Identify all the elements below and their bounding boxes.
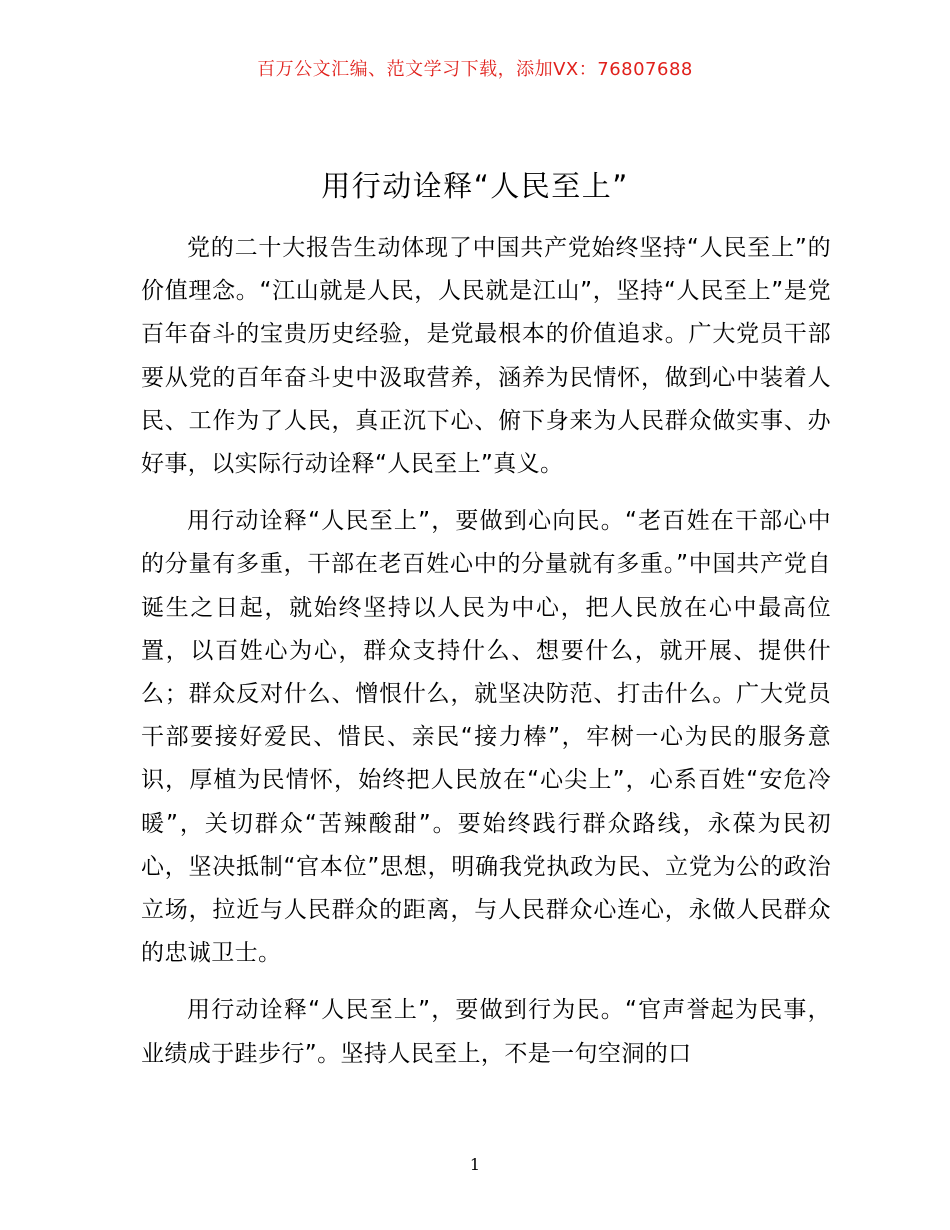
document-body xyxy=(141,227,831,1090)
paragraph-3: 用行动诠释“人民至上”，要做到行为民。“官声誉起为民事，业绩成于跬步行”。坚持人民至上，不是一句空洞的口 xyxy=(141,997,831,1067)
page-number: 1 xyxy=(469,1155,481,1174)
paragraph-2: 用行动诠释“人民至上”，要做到心向民。“老百姓在干部心中的分量有多重，干部在老百姓心中的分量就有多重。”中国共产党自诞生之日起，就始终坚持以人民为中心，把人民放在心中最高位置，以百姓心为心，群众支持什么、想要什么，就开展、提供什么；群众反对什么、憎恨什么，就坚决防范、打击什么。广大党员干部要接好爱民、惜民、亲民“接力棒”，牢树一心为民的服务意识，厚植为民情怀，始终把人民放在“心尖上”，心系百姓“安危冷暖”，关切群众“苦辣酸甜”。要始终践行群众路线，永葆为民初心，坚决抵制“官本位”思想，明确我党执政为民、立党为公的政治立场，拉近与人民群众的距离，与人民群众心连心，永做人民群众的忠诚卫士。 xyxy=(141,508,831,967)
header-banner: 百万公文汇编、范文学习下载，添加VX：76807688 xyxy=(257,59,693,80)
paragraph-1: 党的二十大报告生动体现了中国共产党始终坚持“人民至上”的价值理念。“江山就是人民，人民就是江山”，坚持“人民至上”是党百年奋斗的宝贵历史经验，是党最根本的价值追求。广大党员干部要从党的百年奋斗史中汲取营养，涵养为民情怀，做到心中装着人民、工作为了人民，真正沉下心、俯下身来为人民群众做实事、办好事，以实际行动诠释“人民至上”真义。 xyxy=(141,235,831,478)
document-title: 用行动诠释“人民至上” xyxy=(321,169,629,203)
